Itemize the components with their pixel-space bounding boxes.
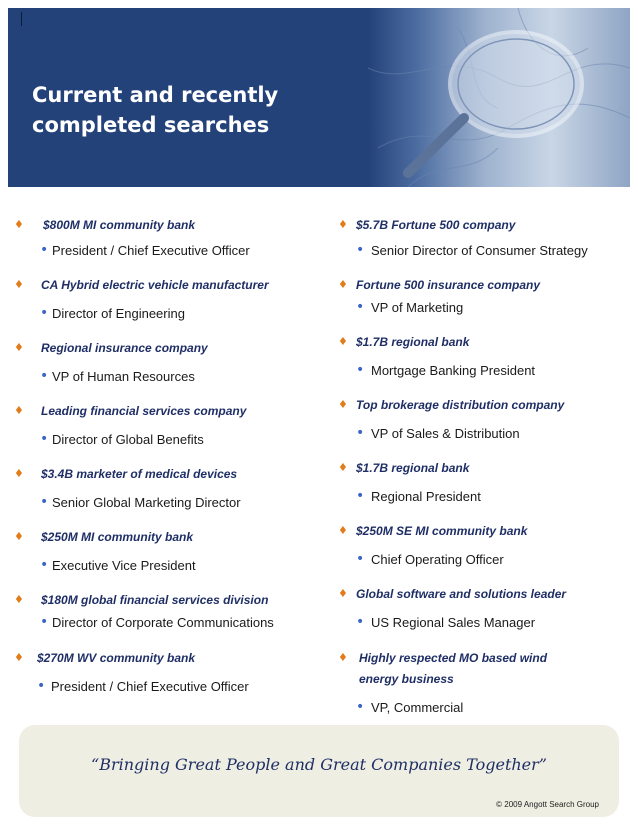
- diamond-bullet-icon: ♦: [14, 530, 24, 543]
- dot-bullet-icon: •: [356, 488, 365, 504]
- role-title: US Regional Sales Manager: [371, 615, 536, 630]
- diamond-bullet-icon: ♦: [338, 524, 348, 537]
- diamond-bullet-icon: ♦: [338, 461, 348, 474]
- dot-bullet-icon: •: [40, 557, 49, 573]
- role-title: President / Chief Executive Officer: [52, 243, 250, 258]
- company-name: $250M SE MI community bank: [356, 524, 528, 538]
- diamond-bullet-icon: ♦: [338, 218, 348, 231]
- dot-bullet-icon: •: [356, 299, 365, 315]
- role-title: Executive Vice President: [52, 558, 196, 573]
- page-title: [32, 80, 278, 140]
- dot-bullet-icon: •: [356, 614, 365, 630]
- diamond-bullet-icon: ♦: [338, 398, 348, 411]
- dot-bullet-icon: •: [356, 425, 365, 441]
- magnifying-glass-map-photo: [368, 8, 630, 187]
- dot-bullet-icon: •: [356, 242, 365, 258]
- company-name: Regional insurance company: [41, 341, 208, 355]
- company-name-line-1: Highly respected MO based wind: [359, 651, 548, 665]
- role-title: Chief Operating Officer: [371, 552, 504, 567]
- company-name: Global software and solutions leader: [356, 587, 567, 601]
- diamond-bullet-icon: ♦: [14, 278, 24, 291]
- role-title: Director of Global Benefits: [52, 432, 204, 447]
- diamond-bullet-icon: ♦: [14, 218, 24, 231]
- company-name-line-2: energy business: [359, 672, 454, 686]
- dot-bullet-icon: •: [356, 551, 365, 567]
- title-line-1: Current and recently: [32, 83, 279, 107]
- company-name: Fortune 500 insurance company: [356, 278, 541, 292]
- dot-bullet-icon: •: [356, 362, 365, 378]
- dot-bullet-icon: •: [37, 678, 46, 694]
- diamond-bullet-icon: ♦: [14, 467, 24, 480]
- company-name: $1.7B regional bank: [356, 335, 470, 349]
- role-title: Senior Director of Consumer Strategy: [371, 243, 588, 258]
- role-title: VP of Human Resources: [52, 369, 195, 384]
- title-line-2: completed searches: [32, 113, 270, 137]
- diamond-bullet-icon: ♦: [338, 587, 348, 600]
- company-name: $800M MI community bank: [43, 218, 196, 232]
- company-name: $250M MI community bank: [41, 530, 194, 544]
- diamond-bullet-icon: ♦: [14, 651, 24, 664]
- tagline: “Bringing Great People and Great Companies Together”: [91, 755, 547, 774]
- dot-bullet-icon: •: [40, 242, 49, 258]
- diamond-bullet-icon: ♦: [14, 341, 24, 354]
- role-title: VP of Marketing: [371, 300, 464, 315]
- role-title: President / Chief Executive Officer: [51, 679, 249, 694]
- dot-bullet-icon: •: [40, 614, 49, 630]
- role-title: VP of Sales & Distribution: [371, 426, 520, 441]
- copyright-notice: © 2009 Angott Search Group: [496, 800, 599, 809]
- diamond-bullet-icon: ♦: [338, 335, 348, 348]
- text-cursor-mark: [21, 12, 22, 26]
- company-name: $180M global financial services division: [41, 593, 269, 607]
- dot-bullet-icon: •: [40, 305, 49, 321]
- role-title: Mortgage Banking President: [371, 363, 536, 378]
- company-name: $270M WV community bank: [37, 651, 196, 665]
- dot-bullet-icon: •: [40, 494, 49, 510]
- diamond-bullet-icon: ♦: [338, 651, 348, 664]
- dot-bullet-icon: •: [40, 368, 49, 384]
- diamond-bullet-icon: ♦: [338, 278, 348, 291]
- company-name: CA Hybrid electric vehicle manufacturer: [41, 278, 269, 292]
- footer-panel: [19, 725, 619, 817]
- company-name: $1.7B regional bank: [356, 461, 470, 475]
- dot-bullet-icon: •: [356, 699, 365, 715]
- dot-bullet-icon: •: [40, 431, 49, 447]
- role-title: Director of Corporate Communications: [52, 615, 274, 630]
- company-name: $5.7B Fortune 500 company: [356, 218, 516, 232]
- company-name: Leading financial services company: [41, 404, 247, 418]
- diamond-bullet-icon: ♦: [14, 404, 24, 417]
- role-title: Regional President: [371, 489, 481, 504]
- header-banner: [8, 8, 630, 187]
- role-title: Senior Global Marketing Director: [52, 495, 241, 510]
- company-name: Top brokerage distribution company: [356, 398, 565, 412]
- diamond-bullet-icon: ♦: [14, 593, 24, 606]
- company-name: $3.4B marketer of medical devices: [41, 467, 238, 481]
- role-title: VP, Commercial: [371, 700, 464, 715]
- role-title: Director of Engineering: [52, 306, 185, 321]
